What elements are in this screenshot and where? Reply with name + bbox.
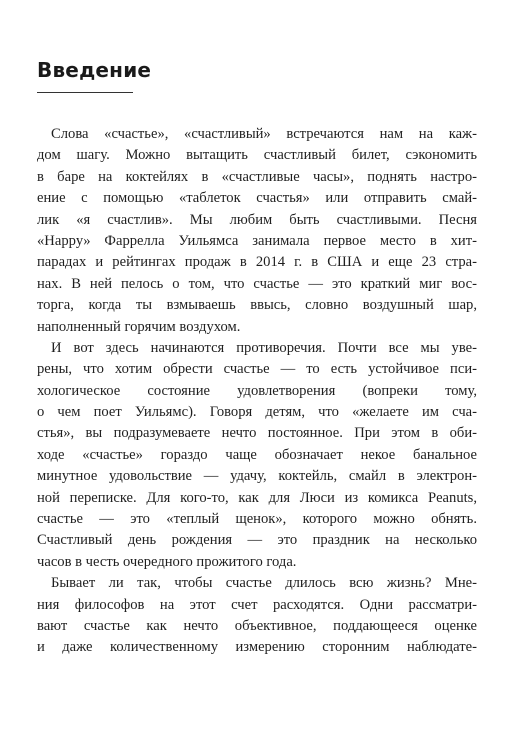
text-line: ходе «счастье» гораздо чаще обозначает некое банальное — [37, 446, 477, 463]
paragraph-1 — [37, 124, 477, 338]
text-line: ной переписке. Для кого-то, как для Люси из комикса Peanuts, — [37, 489, 477, 506]
text-line: Счастливый день рождения — это праздник на несколько — [37, 532, 477, 549]
text-line: минутное удовольствие — удачу, коктейль, смайл в электрон- — [37, 468, 477, 485]
text-line: ение с помощью «таблеток счастья» или отправить смай- — [37, 190, 477, 207]
text-line: Слова «счастье», «счастливый» встречаются нам на каж- — [51, 126, 477, 142]
text-line: вают счастье как нечто объективное, поддающееся оценке — [37, 617, 477, 634]
text-line: дом шагу. Можно вытащить счастливый билет, сэкономить — [37, 147, 477, 164]
paragraph-2 — [37, 338, 477, 573]
text-line: «Happy» Фаррелла Уильямса занимала первое место в хит- — [37, 232, 477, 249]
body-text — [37, 124, 477, 659]
chapter-heading: Введение — [37, 58, 152, 82]
text-line: хологическое состояние удовлетворения (вопреки тому, — [37, 382, 477, 399]
text-line: лик «я счастлив». Мы любим быть счастливыми. Песня — [37, 211, 477, 228]
paragraph-3 — [37, 573, 477, 659]
heading-underline — [37, 92, 133, 93]
text-line: стья», вы подразумеваете нечто постоянное. При этом в оби- — [37, 425, 477, 442]
text-line: в баре на коктейлях в «счастливые часы», поднять настро- — [37, 168, 477, 185]
text-line: рены, что хотим обрести счастье — то есть устойчивое пси- — [37, 361, 477, 378]
text-line: И вот здесь начинаются противоречия. Почти все мы уве- — [51, 339, 477, 356]
text-line: часов в честь очередного прожитого года. — [37, 553, 297, 570]
text-line: и даже количественному измерению сторонним наблюдате- — [37, 639, 477, 656]
text-line: нах. В ней пелось о том, что счастье — это краткий миг вос- — [37, 275, 477, 292]
text-line: ния философов на этот счет расходятся. Одни рассматри- — [37, 596, 477, 613]
text-line: наполненный горячим воздухом. — [37, 318, 241, 335]
text-line: Бывает ли так, чтобы счастье длилось всю жизнь? Мне- — [51, 575, 477, 592]
text-line: о чем поет Уильямс). Говоря детям, что «желаете им сча- — [37, 404, 477, 421]
text-line: парадах и рейтингах продаж в 2014 г. в США и еще 23 стра- — [37, 254, 477, 271]
text-line: счастье — это «теплый щенок», которого можно обнять. — [37, 511, 477, 528]
text-line: торга, когда ты взмываешь ввысь, словно воздушный шар, — [37, 297, 477, 314]
